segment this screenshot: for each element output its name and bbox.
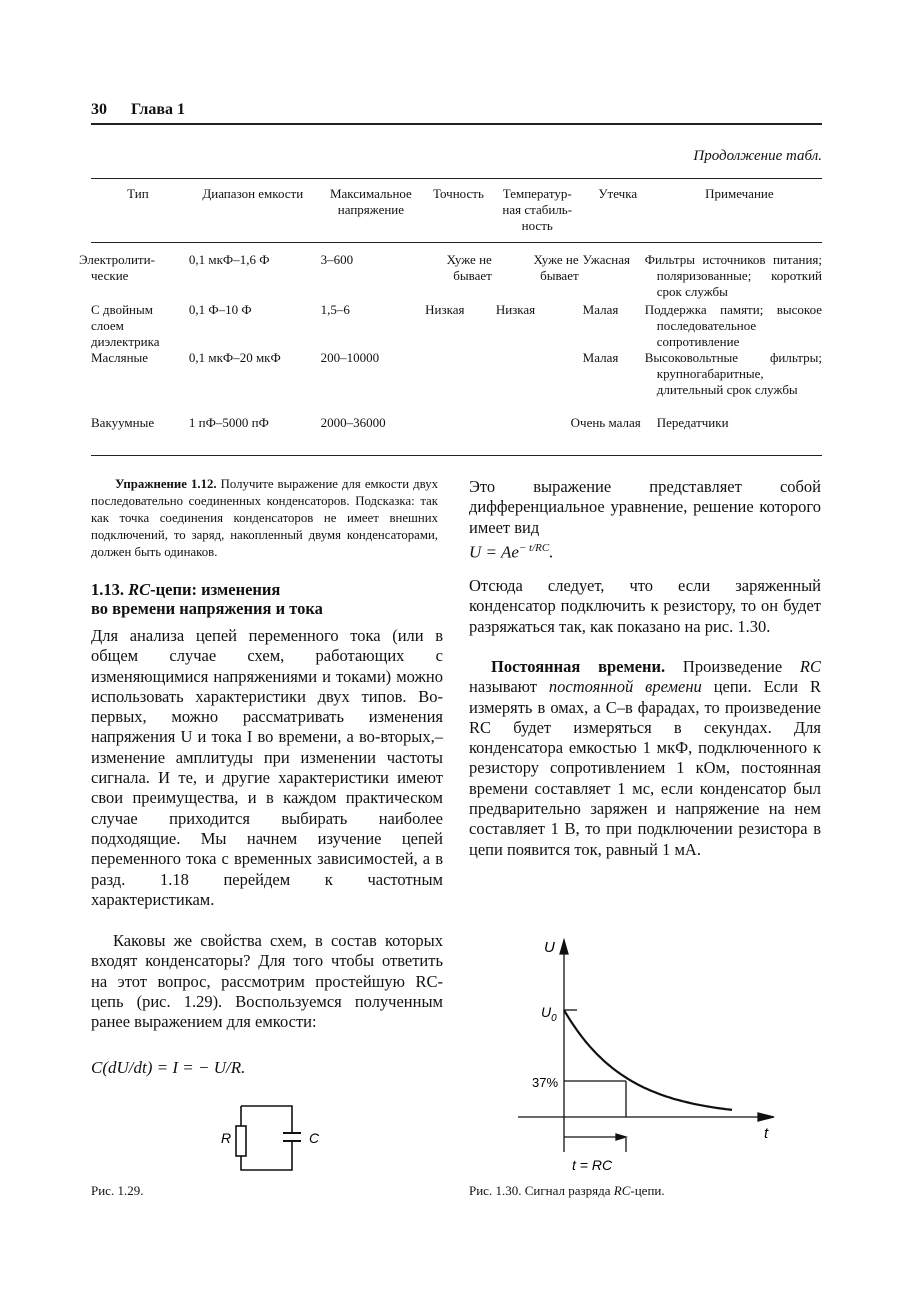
rc-circuit-diagram <box>215 1098 325 1176</box>
right-paragraph-1: Это выражение представляет собой дифференциальное уравнение, решение которого имеет вид <box>469 477 821 537</box>
col-header-note: Примечание <box>705 186 774 201</box>
col-header-leakage: Утечка <box>598 186 638 201</box>
cell-accuracy: Хуже не бывает <box>446 252 492 283</box>
caption-text: -цепи. <box>630 1183 665 1198</box>
left-paragraph-1: Для анализа цепей переменного тока (или в общем случае схем, работающих с изменяющимися напряжениями и токами) можно использовать характеристики двух типов. Во-первых, можно рассматривать изменения напряжения U и тока I во времени, а во-вторых,– изменение амплитуды при изменении частоты сигнала. И те, и другие характеристики имеют свои преимущества, и в каждом практическом случае приходится выбирать наиболее подходящие. Мы начнем изучение цепей переменного тока с временных зависимостей, а в разд. 1.18 перейдем к частотным характеристикам. <box>91 626 443 909</box>
section-title-rc: RC <box>128 580 151 599</box>
table-header-row <box>89 186 824 240</box>
cell-stability <box>494 350 581 415</box>
cell-leakage: Малая <box>582 302 619 317</box>
cell-stability: Хуже не бывает <box>533 252 579 283</box>
col-header-stability: Температур-ная стабиль-ность <box>502 186 573 233</box>
cell-voltage: 3–600 <box>320 252 354 267</box>
cell-note: Передатчики <box>656 415 729 430</box>
text-run: Произведение <box>665 657 800 676</box>
section-title-line2: во времени напряжения и тока <box>91 599 323 618</box>
chapter-title: Глава 1 <box>131 101 185 118</box>
figure-1-30-caption <box>469 1183 665 1199</box>
cell-voltage: 1,5–6 <box>320 302 350 317</box>
u0-main: U <box>541 1004 552 1020</box>
cell-leakage: Малая <box>582 350 619 365</box>
resistor-symbol <box>236 1126 246 1156</box>
equation-capacitor: C(dU/dt) = I = − U/R. <box>91 1058 246 1077</box>
cell-type: С двойным слоем диэлектрика <box>91 302 160 349</box>
right-paragraph-2: Отсюда следует, что если заряженный конденсатор подключить к резистору, то он будет разряжаться так, как показано на рис. 1.30. <box>469 576 821 636</box>
discharge-curve <box>564 1010 732 1110</box>
caption-rc: RC <box>613 1183 631 1198</box>
cell-range: 0,1 мкФ–20 мкФ <box>188 350 281 365</box>
cell-range: 1 пФ–5000 пФ <box>188 415 269 430</box>
figure-1-29-caption: Рис. 1.29. <box>91 1183 144 1198</box>
equation-solution: $U = Ae^{- t/RC}$. <box>469 542 554 562</box>
table-continuation-label: Продолжение табл. <box>693 148 822 164</box>
caption-text: Рис. 1.30. Сигнал разряда <box>469 1183 614 1198</box>
col-header-range: Диапазон емкости <box>202 186 304 201</box>
col-header-voltage: Максимальное напряжение <box>329 186 412 217</box>
cell-type: Электролити-ческие <box>79 252 155 283</box>
cell-type: Вакуумные <box>91 415 155 430</box>
u0-sub: 0 <box>551 1013 557 1024</box>
u0-label <box>541 1004 557 1024</box>
wire <box>241 1141 292 1170</box>
x-axis-label: t <box>764 1125 769 1142</box>
cell-stability <box>494 415 581 449</box>
cell-type: Масляные <box>91 350 149 365</box>
cell-accuracy <box>423 350 494 415</box>
time-constant-label: Постоянная времени. <box>491 657 666 676</box>
cell-leakage: Ужасная <box>582 252 630 267</box>
capacitor-table <box>79 186 824 449</box>
section-number: 1.13. <box>91 580 124 599</box>
equation-base: U = Ae <box>469 542 519 562</box>
wire <box>241 1106 292 1133</box>
cell-voltage: 2000–36000 <box>320 415 386 430</box>
text-run-italic: RC <box>799 657 821 676</box>
cell-accuracy: Низкая <box>425 302 465 317</box>
cell-note: Поддержка памяти; высокое последовательное сопротивление <box>644 302 822 349</box>
table-row <box>89 252 824 302</box>
col-header-type: Тип <box>127 186 149 201</box>
cell-accuracy <box>423 415 494 449</box>
section-heading <box>91 580 323 618</box>
exercise-1-12 <box>91 476 438 561</box>
col-header-accuracy: Точность <box>433 186 484 201</box>
cell-range: 0,1 мкФ–1,6 Ф <box>188 252 270 267</box>
cell-range: 0,1 Ф–10 Ф <box>188 302 252 317</box>
running-header <box>91 101 822 125</box>
level-37-label: 37% <box>532 1075 559 1090</box>
table-row <box>89 350 824 415</box>
y-axis-arrow <box>560 940 568 954</box>
resistor-label: R <box>221 1130 232 1146</box>
y-axis-label: U <box>544 939 555 956</box>
cell-note: Фильтры источников питания; поляризованные; короткий срок службы <box>644 252 822 299</box>
text-run: цепи. Если R измерять в омах, а C–в фарадах, то произведение RC будет измеряться в секундах. Для конденсатора емкостью 1 мкФ, подключенного к резистору сопротивлением 1 кОм, постоянная времени составляет 1 мс, если конденсатор был предварительно заряжен и напряжение на нем составляет 1 В, то при подключении резистора в цепи появится ток, равный 1 мА. <box>469 677 821 859</box>
page-number: 30 <box>91 101 107 118</box>
rc-discharge-graph <box>500 930 800 1180</box>
cell-note: Высоковольтные фильтры; крупногабаритные, длительный срок службы <box>644 350 822 397</box>
equation-exponent: − t/RC <box>518 542 550 554</box>
text-run: называют <box>469 677 549 697</box>
cell-stability: Низкая <box>495 302 536 317</box>
capacitor-label: C <box>309 1130 320 1146</box>
table-top-rule <box>91 178 822 179</box>
table-row <box>89 302 824 350</box>
tau-arrow-head <box>616 1134 626 1140</box>
cell-voltage: 200–10000 <box>320 350 380 365</box>
section-title-line1: -цепи: изменения <box>150 580 281 599</box>
x-axis-arrow <box>758 1113 774 1121</box>
time-constant-term: постоянной времени <box>548 677 702 697</box>
table-row <box>89 415 824 449</box>
table-bottom-rule <box>91 455 822 456</box>
cell-leakage: Очень малая <box>570 415 641 430</box>
exercise-text: Получите выражение для емкости двух последовательно соединенных конденсаторов. Подсказка: так как точка соединения конденсаторов не имеет внешних подключений, то заряд, накопленный двумя конденсаторами, должен быть одинаков. <box>91 477 438 559</box>
exercise-label: Упражнение 1.12. <box>115 477 217 491</box>
left-paragraph-2: Каковы же свойства схем, в состав которых входят конденсаторы? Для того чтобы ответить на этот вопрос, рассмотрим простейшую RC-цепь (рис. 1.29). Воспользуемся полученным ранее выражением для емкости: <box>91 931 443 1032</box>
tau-label: t = RC <box>572 1157 613 1173</box>
right-paragraph-3 <box>469 657 821 860</box>
